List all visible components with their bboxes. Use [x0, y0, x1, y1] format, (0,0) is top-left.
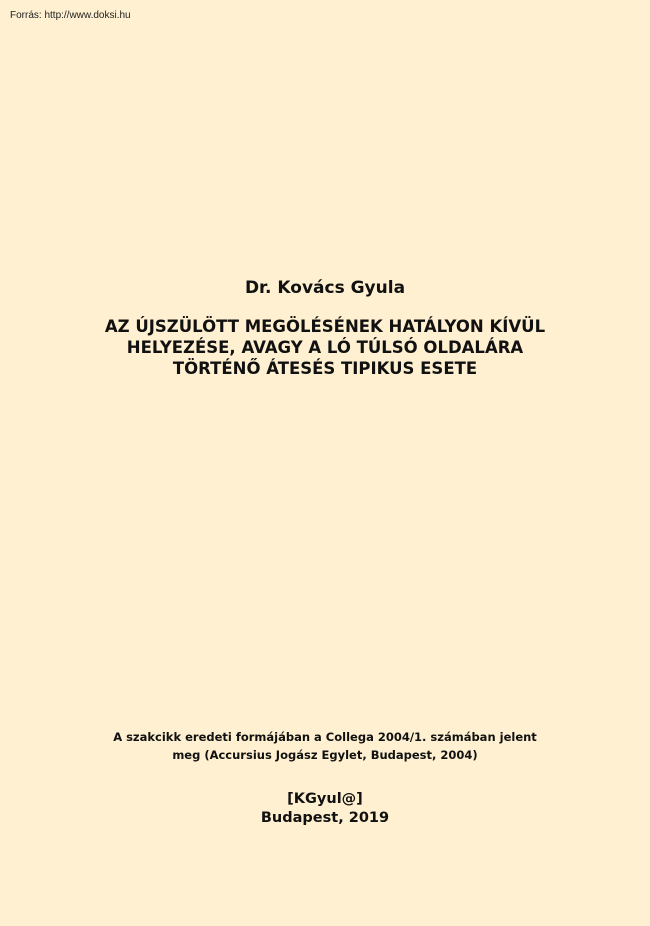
signature-block — [0, 790, 650, 828]
title-line: AZ ÚJSZÜLÖTT MEGÖLÉSÉNEK HATÁLYON KÍVÜL — [104, 317, 546, 336]
publication-note — [0, 728, 650, 764]
signature: [KGyul@] — [287, 791, 363, 807]
document-title — [0, 316, 650, 379]
note-line: meg (Accursius Jogász Egylet, Budapest, 2004) — [172, 748, 478, 762]
place-year: Budapest, 2019 — [260, 810, 390, 826]
note-line: A szakcikk eredeti formájában a Collega 2004/1. számában jelent — [113, 730, 537, 744]
title-line: HELYEZÉSE, AVAGY A LÓ TÚLSÓ OLDALÁRA — [126, 338, 524, 357]
title-line: TÖRTÉNŐ ÁTESÉS TIPIKUS ESETE — [172, 359, 478, 378]
author-name: Dr. Kovács Gyula — [244, 278, 406, 298]
source-url: Forrás: http://www.doksi.hu — [10, 10, 131, 21]
